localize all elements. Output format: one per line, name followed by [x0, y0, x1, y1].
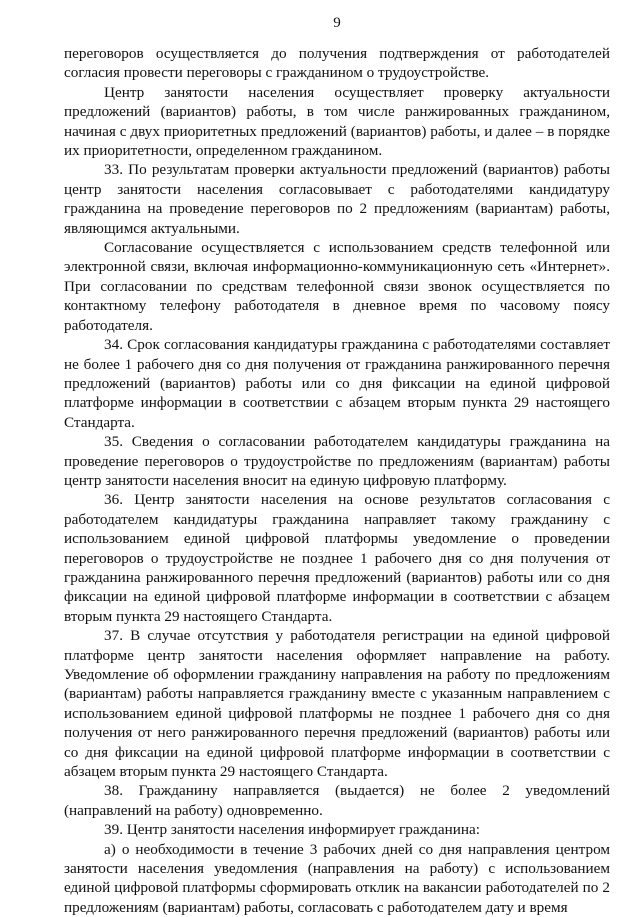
paragraph-34: 34. Срок согласования кандидатуры гражданина с работодателями составляет не более 1 рабочего дня со дня получения от гражданина ранжированного перечня предложений (вариантов) работы или со дня фиксации на единой цифровой платформе информации в соответствии с абзацем вторым пункта 29 настоящего Стандарта.	[64, 336, 610, 431]
paragraph-39-a: а) о необходимости в течение 3 рабочих дней со дня направления центром занятости населения уведомления (направления на работу) с использованием единой цифровой платформы сформировать отклик на вакансии работодателей по 2 предложениям (вариантам) работы, согласовать с работодателем дату и время	[64, 840, 610, 916]
paragraph-33: 33. По результатам проверки актуальности предложений (вариантов) работы центр занятости населения согласовывает с работодателями кандидатуру гражданина на проведение переговоров по 2 предложениям (вариантам) работы, являющимся актуальными.	[64, 161, 610, 237]
paragraph-coordination-means: Согласование осуществляется с использованием средств телефонной или электронной связи, включая информационно-коммуникационную сеть «Интернет». При согласовании по средствам телефонной связи звонок осуществляется по контактному телефону работодателя в дневное время по часовому поясу работодателя.	[64, 239, 610, 334]
paragraph-relevance-check: Центр занятости населения осуществляет проверку актуальности предложений (вариантов) работы, в том числе ранжированных гражданином, начиная с двух приоритетных предложений (вариантов) работы, и далее – в порядке их приоритетности, определенном гражданином.	[64, 83, 610, 160]
paragraph-39: 39. Центр занятости населения информирует гражданина:	[104, 821, 480, 839]
paragraph-negotiations-continuation: переговоров осуществляется до получения подтверждения от работодателей согласия провести переговоры с гражданином о трудоустройстве.	[64, 45, 610, 82]
paragraph-37: 37. В случае отсутствия у работодателя регистрации на единой цифровой платформе центр занятости населения оформляет направление на работу. Уведомление об оформлении гражданину направления на работу по предложениям (вариантам) работы направляется гражданину вместе с указанным направлением с использованием единой цифровой платформы не позднее 1 рабочего дня со дня получения от него ранжированного перечня предложений (вариантов) работы или со дня фиксации на единой цифровой платформе информации в соответствии с абзацем вторым пункта 29 настоящего Стандарта.	[64, 627, 610, 781]
document-page	[64, 14, 610, 917]
paragraph-35: 35. Сведения о согласовании работодателем кандидатуры гражданина на проведение переговоров о трудоустройстве по предложениям (вариантам) работы центр занятости населения вносит на единую цифровую платформу.	[64, 433, 610, 489]
page-number: 9	[333, 15, 341, 31]
paragraph-36: 36. Центр занятости населения на основе результатов согласования с работодателем кандидатуры гражданина направляет такому гражданину с использованием единой цифровой платформы уведомление о проведении переговоров о трудоустройстве не позднее 1 рабочего дня со дня получения от гражданина ранжированного перечня предложений (вариантов) работы или со дня фиксации на единой цифровой платформе информации в соответствии с абзацем вторым пункта 29 настоящего Стандарта.	[64, 491, 610, 625]
paragraph-38: 38. Гражданину направляется (выдается) не более 2 уведомлений (направлений на работу) одновременно.	[64, 782, 610, 819]
